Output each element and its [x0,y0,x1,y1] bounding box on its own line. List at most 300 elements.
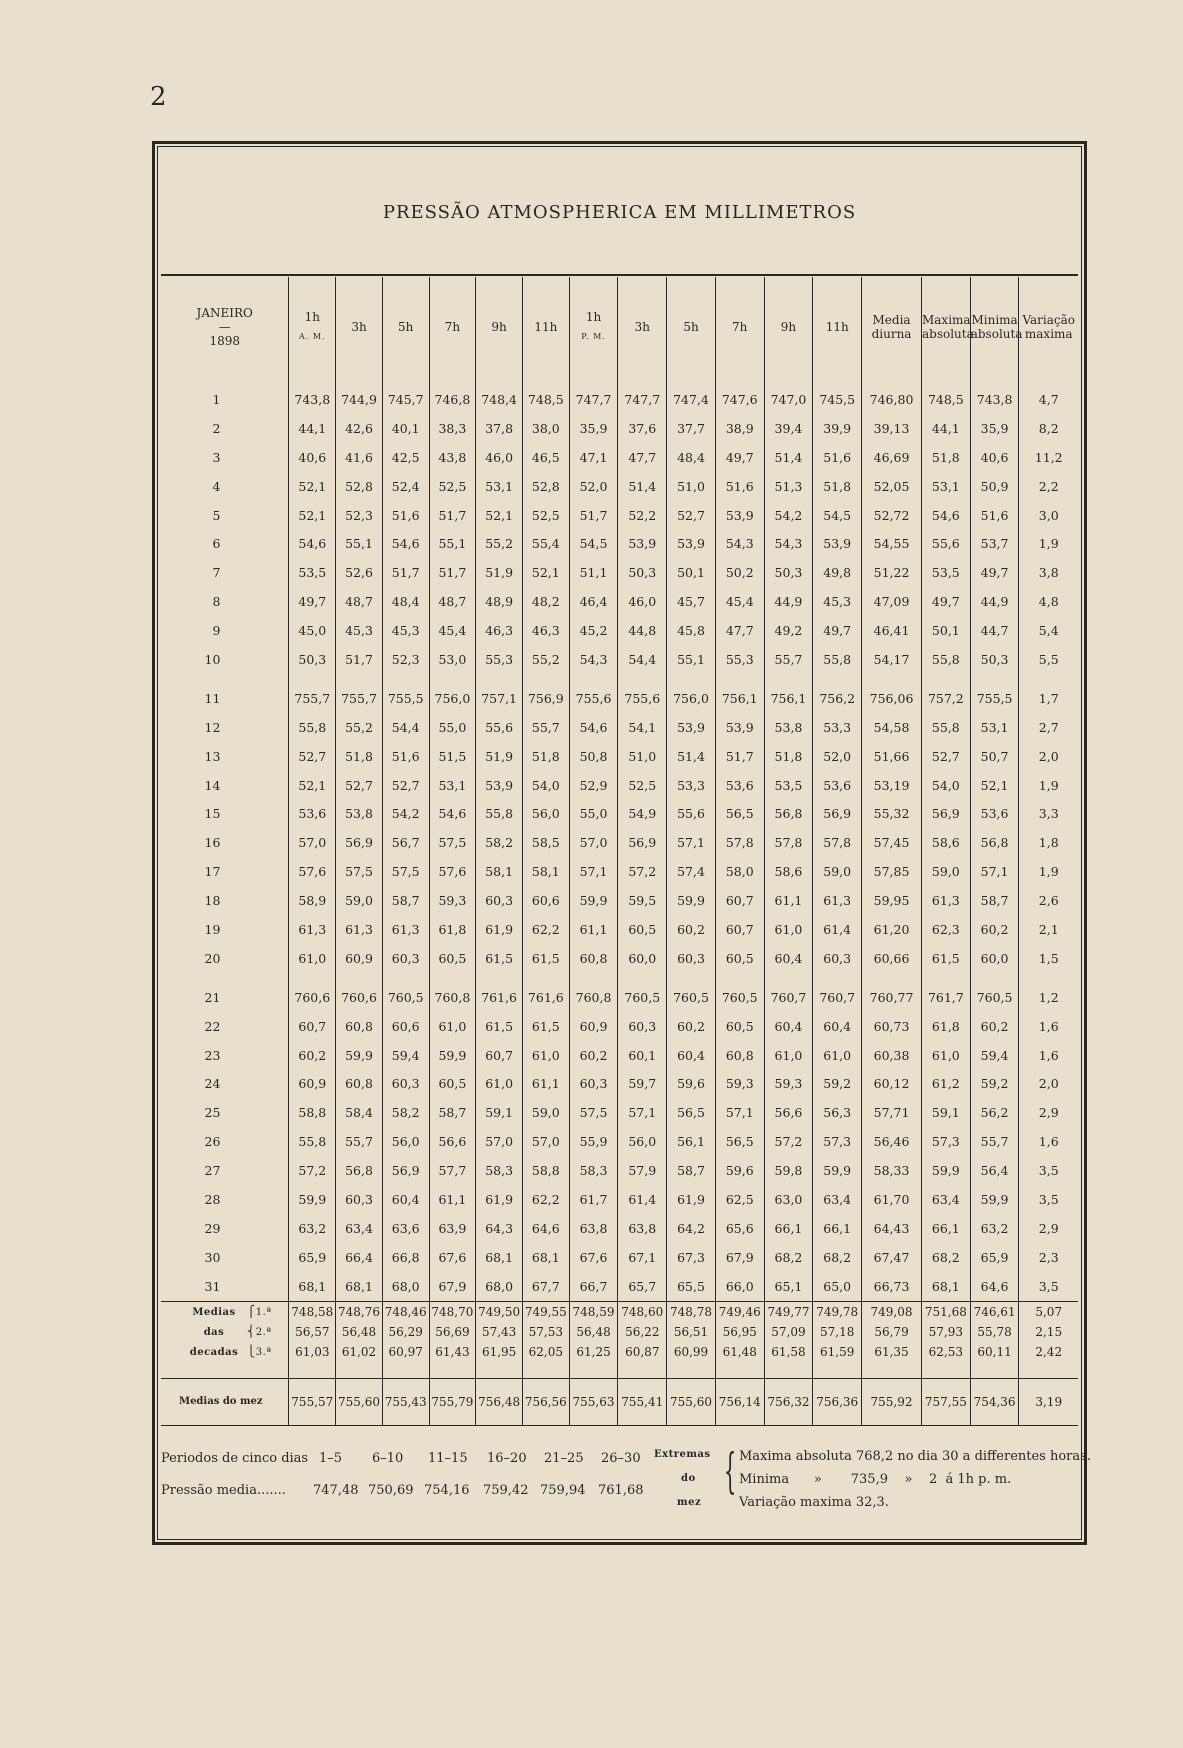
table-cell: 68,0 [382,1272,429,1301]
table-cell: 66,1 [921,1214,970,1243]
table-cell: 56,9 [336,828,383,857]
table-cell: 44,9 [764,587,813,616]
medias-mez-cell: 755,60 [667,1378,716,1425]
table-cell: 61,3 [813,886,862,915]
table-cell: 59,3 [764,1069,813,1098]
table-cell: 68,1 [522,1243,569,1272]
day-number: 11 [204,690,221,706]
table-cell: 746,80 [862,377,922,414]
table-cell: 66,0 [715,1272,764,1301]
table-row [161,713,1078,742]
table-cell: 60,4 [764,1012,813,1041]
spacer-cell [289,1362,336,1379]
table-cell: 57,6 [289,857,336,886]
table-cell: 37,6 [618,414,667,443]
table-cell: 67,1 [618,1243,667,1272]
decada-cell: 55,78 [970,1322,1019,1342]
table-cell: 45,3 [336,616,383,645]
table-cell: 60,66 [862,944,922,973]
table-cell: 11,2 [1019,443,1078,472]
table-cell: 51,6 [382,742,429,771]
table-cell: 61,1 [522,1069,569,1098]
table-cell: 755,7 [289,684,336,713]
table-cell: 51,0 [618,742,667,771]
pressao-item: 747,48 [313,1483,359,1498]
table-cell: 3,8 [1019,558,1078,587]
pressao-label: Pressão media....... [161,1483,286,1498]
table-cell: 59,9 [921,1156,970,1185]
gap-cell [764,973,813,983]
table-cell: 53,8 [764,713,813,742]
table-cell: 51,8 [764,742,813,771]
table-cell: 67,3 [667,1243,716,1272]
table-cell: 63,2 [289,1214,336,1243]
table-cell: 60,3 [813,944,862,973]
day-number: 12 [204,719,221,735]
table-cell: 58,8 [522,1156,569,1185]
table-cell: 743,8 [289,377,336,414]
table-cell: 748,4 [476,377,523,414]
table-cell: 52,1 [522,558,569,587]
decada-cell: 56,29 [382,1322,429,1342]
table-cell: 54,2 [382,799,429,828]
table-cell: 56,8 [970,828,1019,857]
decada-row [161,1322,1078,1342]
daily-rows [161,377,1078,1425]
table-cell: 755,6 [569,684,618,713]
table-cell: 63,4 [813,1185,862,1214]
table-cell: 47,09 [862,587,922,616]
gap-cell [569,674,618,684]
table-cell: 52,9 [569,771,618,800]
table-cell: 61,5 [522,1012,569,1041]
table-cell: 756,1 [715,684,764,713]
table-cell: 56,9 [382,1156,429,1185]
brace: ⎨ [247,1325,256,1339]
table-cell: 66,8 [382,1243,429,1272]
gap-cell [667,674,716,684]
decada-cell: 56,51 [667,1322,716,1342]
table-row [161,1185,1078,1214]
table-cell: 59,4 [970,1041,1019,1070]
table-cell: 60,73 [862,1012,922,1041]
gap-cell [921,973,970,983]
table-cell: 56,9 [921,799,970,828]
table-cell: 748,5 [921,377,970,414]
table-cell: 64,6 [970,1272,1019,1301]
day-number: 2 [212,420,221,436]
table-cell: 42,6 [336,414,383,443]
table-row [161,742,1078,771]
decada-cell: 5,07 [1019,1301,1078,1322]
periodo-item: 6–10 [372,1451,404,1466]
table-cell: 52,0 [813,742,862,771]
table-cell: 46,4 [569,587,618,616]
table-cell: 760,5 [970,983,1019,1012]
table-cell: 760,77 [862,983,922,1012]
table-cell: 2,2 [1019,472,1078,501]
table-cell: 1,6 [1019,1012,1078,1041]
day-number: 23 [204,1047,221,1063]
table-cell: 57,5 [569,1098,618,1127]
table-cell: 2,6 [1019,886,1078,915]
table-cell: 48,9 [476,587,523,616]
day-number: 25 [204,1105,221,1121]
table-cell: 46,5 [522,443,569,472]
table-cell: 60,5 [715,1012,764,1041]
table-cell: 54,5 [813,501,862,530]
table-cell: 63,0 [764,1185,813,1214]
gap-cell [429,973,476,983]
table-cell: 760,7 [764,983,813,1012]
table-cell: 46,0 [476,443,523,472]
table-cell: 47,1 [569,443,618,472]
table-cell: 48,4 [667,443,716,472]
table-cell: 55,8 [289,1127,336,1156]
gap-cell [476,674,523,684]
table-cell: 47,7 [715,616,764,645]
table-cell: 58,1 [522,857,569,886]
table-cell: 61,1 [569,915,618,944]
hour-label: 1h [585,310,602,324]
table-row [161,443,1078,472]
pressure-table [161,277,1078,1426]
gap-cell [618,973,667,983]
table-cell: 756,0 [429,684,476,713]
table-cell: 59,9 [336,1041,383,1070]
table-cell: 61,1 [429,1185,476,1214]
table-cell: 61,8 [429,915,476,944]
table-cell: 4,7 [1019,377,1078,414]
table-cell: 54,3 [715,529,764,558]
table-cell: 65,7 [618,1272,667,1301]
table-cell: 52,3 [382,645,429,674]
decada-cell: 57,53 [522,1322,569,1342]
table-cell: 51,6 [813,443,862,472]
decada-row [161,1342,1078,1362]
table-cell: 56,0 [618,1127,667,1156]
table-cell: 57,9 [618,1156,667,1185]
table-cell: 48,7 [336,587,383,616]
medias-mez-cell: 756,56 [522,1378,569,1425]
periodo-item: 11–15 [428,1451,468,1466]
table-cell: 56,8 [336,1156,383,1185]
decada-cell: 61,43 [429,1342,476,1362]
table-cell: 60,8 [569,944,618,973]
table-cell: 58,9 [289,886,336,915]
table-cell: 65,9 [970,1243,1019,1272]
table-cell: 744,9 [336,377,383,414]
hour-label: 5h [683,320,699,334]
table-cell: 60,2 [289,1041,336,1070]
day-number: 28 [204,1191,221,1207]
day-number: 9 [212,623,221,639]
hour-label: 3h [634,320,650,334]
table-cell: 761,6 [522,983,569,1012]
header-hour [569,277,618,377]
table-cell: 57,0 [476,1127,523,1156]
decada-cell: 60,99 [667,1342,716,1362]
table-cell: 58,2 [476,828,523,857]
table-cell: 51,9 [476,558,523,587]
table-cell: 65,6 [715,1214,764,1243]
brace: ⎩ [247,1345,256,1359]
table-cell: 57,8 [764,828,813,857]
table-cell: 58,7 [382,886,429,915]
table-cell: 62,2 [522,1185,569,1214]
gap-cell [764,674,813,684]
table-cell: 55,9 [569,1127,618,1156]
decada-cell: 56,22 [618,1322,667,1342]
table-cell: 54,0 [921,771,970,800]
page-title: PRESSÃO ATMOSPHERICA EM MILLIMETROS [382,202,857,223]
table-cell: 61,3 [382,915,429,944]
gap-cell [715,674,764,684]
table-cell: 62,5 [715,1185,764,1214]
table-cell: 1,8 [1019,828,1078,857]
extremas-line-var: Variação maxima 32,3. [739,1495,889,1510]
table-cell: 51,5 [429,742,476,771]
hour-label: 9h [780,320,797,334]
table-cell: 760,6 [336,983,383,1012]
table-cell: 58,5 [522,828,569,857]
table-cell: 760,5 [382,983,429,1012]
header-hour [813,277,862,377]
table-cell: 57,2 [618,857,667,886]
table-cell: 48,4 [382,587,429,616]
table-cell: 60,3 [618,1012,667,1041]
table-cell: 45,0 [289,616,336,645]
table-cell: 52,0 [569,472,618,501]
decada-cell: 57,93 [921,1322,970,1342]
table-cell: 50,8 [569,742,618,771]
table-cell: 60,2 [970,915,1019,944]
table-cell: 55,8 [289,713,336,742]
medias-mez-cell: 755,79 [429,1378,476,1425]
table-cell: 60,3 [336,1185,383,1214]
table-cell: 51,7 [429,558,476,587]
table-row [161,857,1078,886]
table-cell: 46,41 [862,616,922,645]
table-cell: 46,69 [862,443,922,472]
decada-cell: 57,43 [476,1322,523,1342]
table-cell: 59,8 [764,1156,813,1185]
table-cell: 51,8 [813,472,862,501]
table-cell: 58,2 [382,1098,429,1127]
table-cell: 52,7 [289,742,336,771]
table-cell: 756,06 [862,684,922,713]
table-cell: 50,1 [921,616,970,645]
hour-label: 9h [491,320,507,334]
table-row [161,558,1078,587]
am-label: A. M. [299,332,326,341]
table-cell: 55,2 [476,529,523,558]
page-number: 2 [150,82,167,112]
table-cell: 39,4 [764,414,813,443]
table-cell: 58,6 [921,828,970,857]
table-cell: 59,9 [429,1041,476,1070]
table-cell: 60,2 [970,1012,1019,1041]
table-cell: 68,0 [476,1272,523,1301]
table-cell: 60,4 [813,1012,862,1041]
table-cell: 61,1 [764,886,813,915]
table-cell: 68,1 [476,1243,523,1272]
table-cell: 57,5 [429,828,476,857]
table-cell: 52,72 [862,501,922,530]
table-cell: 56,5 [715,799,764,828]
table-cell: 68,1 [289,1272,336,1301]
table-cell: 53,19 [862,771,922,800]
decada-cell: 61,95 [476,1342,523,1362]
extremas-line-min: Minima » 735,9 » 2 á 1h p. m. [739,1472,1012,1487]
table-cell: 40,6 [970,443,1019,472]
table-cell: 61,9 [476,915,523,944]
table-cell: 64,3 [476,1214,523,1243]
table-cell: 59,0 [921,857,970,886]
decada-mark: 2.ª [255,1327,272,1339]
decada-label-text: Medias [192,1307,236,1319]
spacer-cell [618,1362,667,1379]
table-cell: 44,7 [970,616,1019,645]
decada-cell: 56,48 [569,1322,618,1342]
table-cell: 45,2 [569,616,618,645]
table-cell: 2,1 [1019,915,1078,944]
day-number: 19 [204,921,221,937]
table-cell: 52,7 [336,771,383,800]
day-number: 14 [204,777,221,793]
spacer-cell [764,1362,813,1379]
header-minima-absoluta: Minima absoluta [970,277,1019,377]
table-cell: 59,3 [429,886,476,915]
decada-cell: 61,48 [715,1342,764,1362]
table-cell: 47,7 [618,443,667,472]
table-cell: 61,5 [476,1012,523,1041]
table-cell: 55,6 [921,529,970,558]
table-cell: 59,6 [667,1069,716,1098]
spacer-cell [336,1362,383,1379]
decada-cell: 748,58 [289,1301,336,1322]
table-cell: 60,8 [336,1069,383,1098]
table-cell: 56,3 [813,1098,862,1127]
table-cell: 66,1 [813,1214,862,1243]
table-cell: 58,6 [764,857,813,886]
table-cell: 54,1 [618,713,667,742]
extremas-label-do: do [681,1473,696,1484]
day-number: 18 [204,893,221,909]
table-cell: 37,7 [667,414,716,443]
table-cell: 58,7 [667,1156,716,1185]
table-cell: 59,0 [336,886,383,915]
table-cell: 57,0 [569,828,618,857]
decada-cell: 2,42 [1019,1342,1078,1362]
decada-cell: 748,59 [569,1301,618,1322]
table-cell: 54,4 [618,645,667,674]
table-cell: 61,5 [522,944,569,973]
spacer-cell [522,1362,569,1379]
table-cell: 757,1 [476,684,523,713]
table-cell: 58,3 [569,1156,618,1185]
hour-label: 1h [304,310,320,324]
table-cell: 4,8 [1019,587,1078,616]
header-month-cell [161,277,289,377]
table-cell: 68,2 [764,1243,813,1272]
table-cell: 60,0 [618,944,667,973]
table-cell: 55,1 [429,529,476,558]
table-cell: 58,8 [289,1098,336,1127]
table-cell: 56,9 [813,799,862,828]
periodo-item: 26–30 [601,1451,641,1466]
table-cell: 55,1 [667,645,716,674]
gap-cell [862,973,922,983]
table-cell: 58,33 [862,1156,922,1185]
table-cell: 56,6 [429,1127,476,1156]
table-cell: 58,4 [336,1098,383,1127]
table-cell: 51,7 [429,501,476,530]
table-cell: 57,6 [429,857,476,886]
table-cell: 755,6 [618,684,667,713]
table-cell: 50,3 [618,558,667,587]
table-cell: 61,5 [921,944,970,973]
table-cell: 53,6 [813,771,862,800]
table-row [161,1214,1078,1243]
table-cell: 57,1 [667,828,716,857]
table-cell: 61,3 [921,886,970,915]
spacer-cell [382,1362,429,1379]
spacer-cell [161,1362,289,1379]
medias-mez-cell: 755,63 [569,1378,618,1425]
table-cell: 53,6 [970,799,1019,828]
table-cell: 59,1 [476,1098,523,1127]
table-cell: 52,4 [382,472,429,501]
table-cell: 60,3 [382,1069,429,1098]
table-cell: 755,5 [970,684,1019,713]
spacer-cell [813,1362,862,1379]
table-cell: 55,7 [336,1127,383,1156]
table-cell: 68,2 [921,1243,970,1272]
table-cell: 59,6 [715,1156,764,1185]
table-cell: 5,4 [1019,616,1078,645]
table-cell: 50,3 [289,645,336,674]
table-cell: 54,2 [764,501,813,530]
table-cell: 51,7 [382,558,429,587]
table-cell: 48,7 [429,587,476,616]
table-cell: 56,0 [382,1127,429,1156]
table-cell: 760,8 [429,983,476,1012]
table-cell: 60,7 [715,886,764,915]
day-number: 30 [204,1249,221,1265]
table-cell: 53,1 [429,771,476,800]
table-cell: 61,8 [921,1012,970,1041]
table-cell: 51,9 [476,742,523,771]
table-cell: 54,3 [569,645,618,674]
decada-row [161,1301,1078,1322]
table-row [161,1243,1078,1272]
table-cell: 57,7 [429,1156,476,1185]
table-cell: 58,1 [476,857,523,886]
day-number: 13 [204,748,221,764]
table-cell: 748,5 [522,377,569,414]
table-cell: 53,9 [667,529,716,558]
table-cell: 59,2 [813,1069,862,1098]
table-cell: 52,5 [618,771,667,800]
table-cell: 53,3 [813,713,862,742]
table-cell: 57,0 [289,828,336,857]
medias-mez-cell: 756,48 [476,1378,523,1425]
decada-label [161,1322,289,1342]
day-number: 26 [204,1134,221,1150]
table-cell: 51,3 [764,472,813,501]
table-cell: 54,9 [618,799,667,828]
